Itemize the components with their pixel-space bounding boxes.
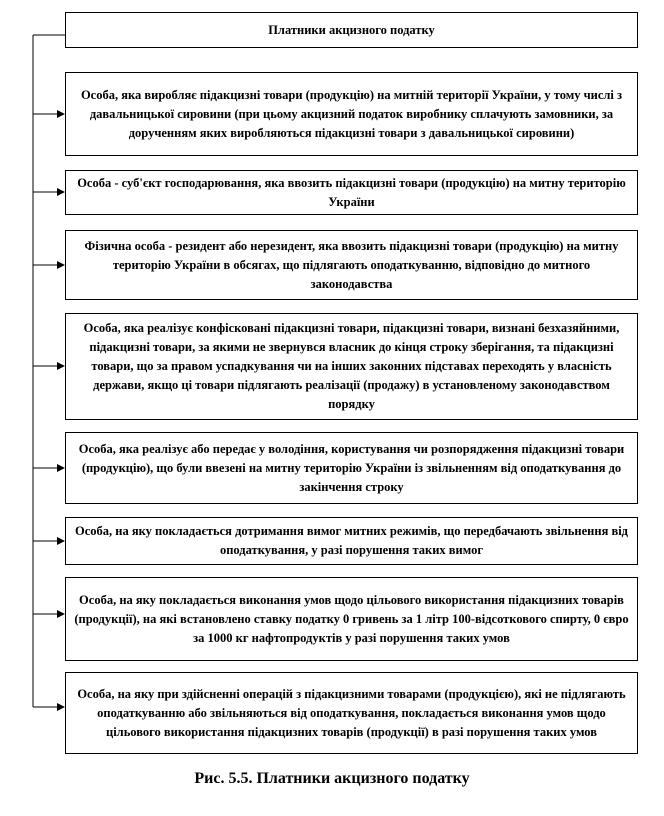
- payer-text-5: Особа, яка реалізує або передає у володіння, користування чи розпорядження підакцизні товари (продукцію), що були ввезені на митну територію України із звільненням від оподаткування до закінчення строку: [78, 441, 625, 494]
- payer-box-1: [65, 72, 638, 156]
- payer-text-7: Особа, на яку покладається виконання умов щодо цільового використання підакцизних товарів (продукції), на які встановлено ставку податку 0 гривень за 1 літр 100-відсоткового спирту, 0 євро за 1000 кг нафтопродуктів у разі порушення таких умов: [74, 592, 629, 645]
- payer-text-2: Особа - суб'єкт господарювання, яка ввозить підакцизні товари (продукцію) на митну територію України: [77, 175, 626, 209]
- figure-caption: Рис. 5.5. Платники акцизного податку: [194, 770, 470, 787]
- header-box: [65, 12, 638, 48]
- payer-box-3: [65, 230, 638, 300]
- payer-box-8: [65, 672, 638, 754]
- payer-box-7: [65, 577, 638, 661]
- payer-text-4: Особа, яка реалізує конфісковані підакцизні товари, підакцизні товари, визнані безхазяйними, підакцизні товари, за якими не звернувся власник до кінця строку зберігання, та підакцизні товари, що за правом успадкування чи на інших законних підставах переходять у власність держави, якщо ці товари підлягають реалізації (продажу) в установленому законодавством порядку: [83, 321, 620, 411]
- payer-text-3: Фізична особа - резидент або нерезидент, яка ввозить підакцизні товари (продукцію) на митну територію України в обсягах, що підлягають оподаткуванню, відповідно до митного законодавства: [84, 238, 619, 291]
- payer-box-2: [65, 170, 638, 215]
- payer-text-1: Особа, яка виробляє підакцизні товари (продукцію) на митній території України, у тому числі з давальницької сировини (при цьому акцизний податок виробнику сплачують замовники, за дорученням яких виробляються підакцизні товари з давальницької сировини): [80, 87, 623, 140]
- payer-box-4: [65, 313, 638, 420]
- payer-box-5: [65, 432, 638, 504]
- payer-text-6: Особа, на яку покладається дотримання вимог митних режимів, що передбачають звільнення від оподаткування, у разі порушення таких вимог: [74, 524, 628, 557]
- payer-box-6: [65, 517, 638, 565]
- header-title: Платники акцизного податку: [268, 22, 435, 37]
- payer-text-8: Особа, на яку при здійсненні операцій з підакцизними товарами (продукцією), які не підлягають оподаткуванню або звільняються від оподаткування, покладається виконання умов щодо цільового використання підакцизних товарів (продукції) в разі порушення таких умов: [77, 686, 626, 739]
